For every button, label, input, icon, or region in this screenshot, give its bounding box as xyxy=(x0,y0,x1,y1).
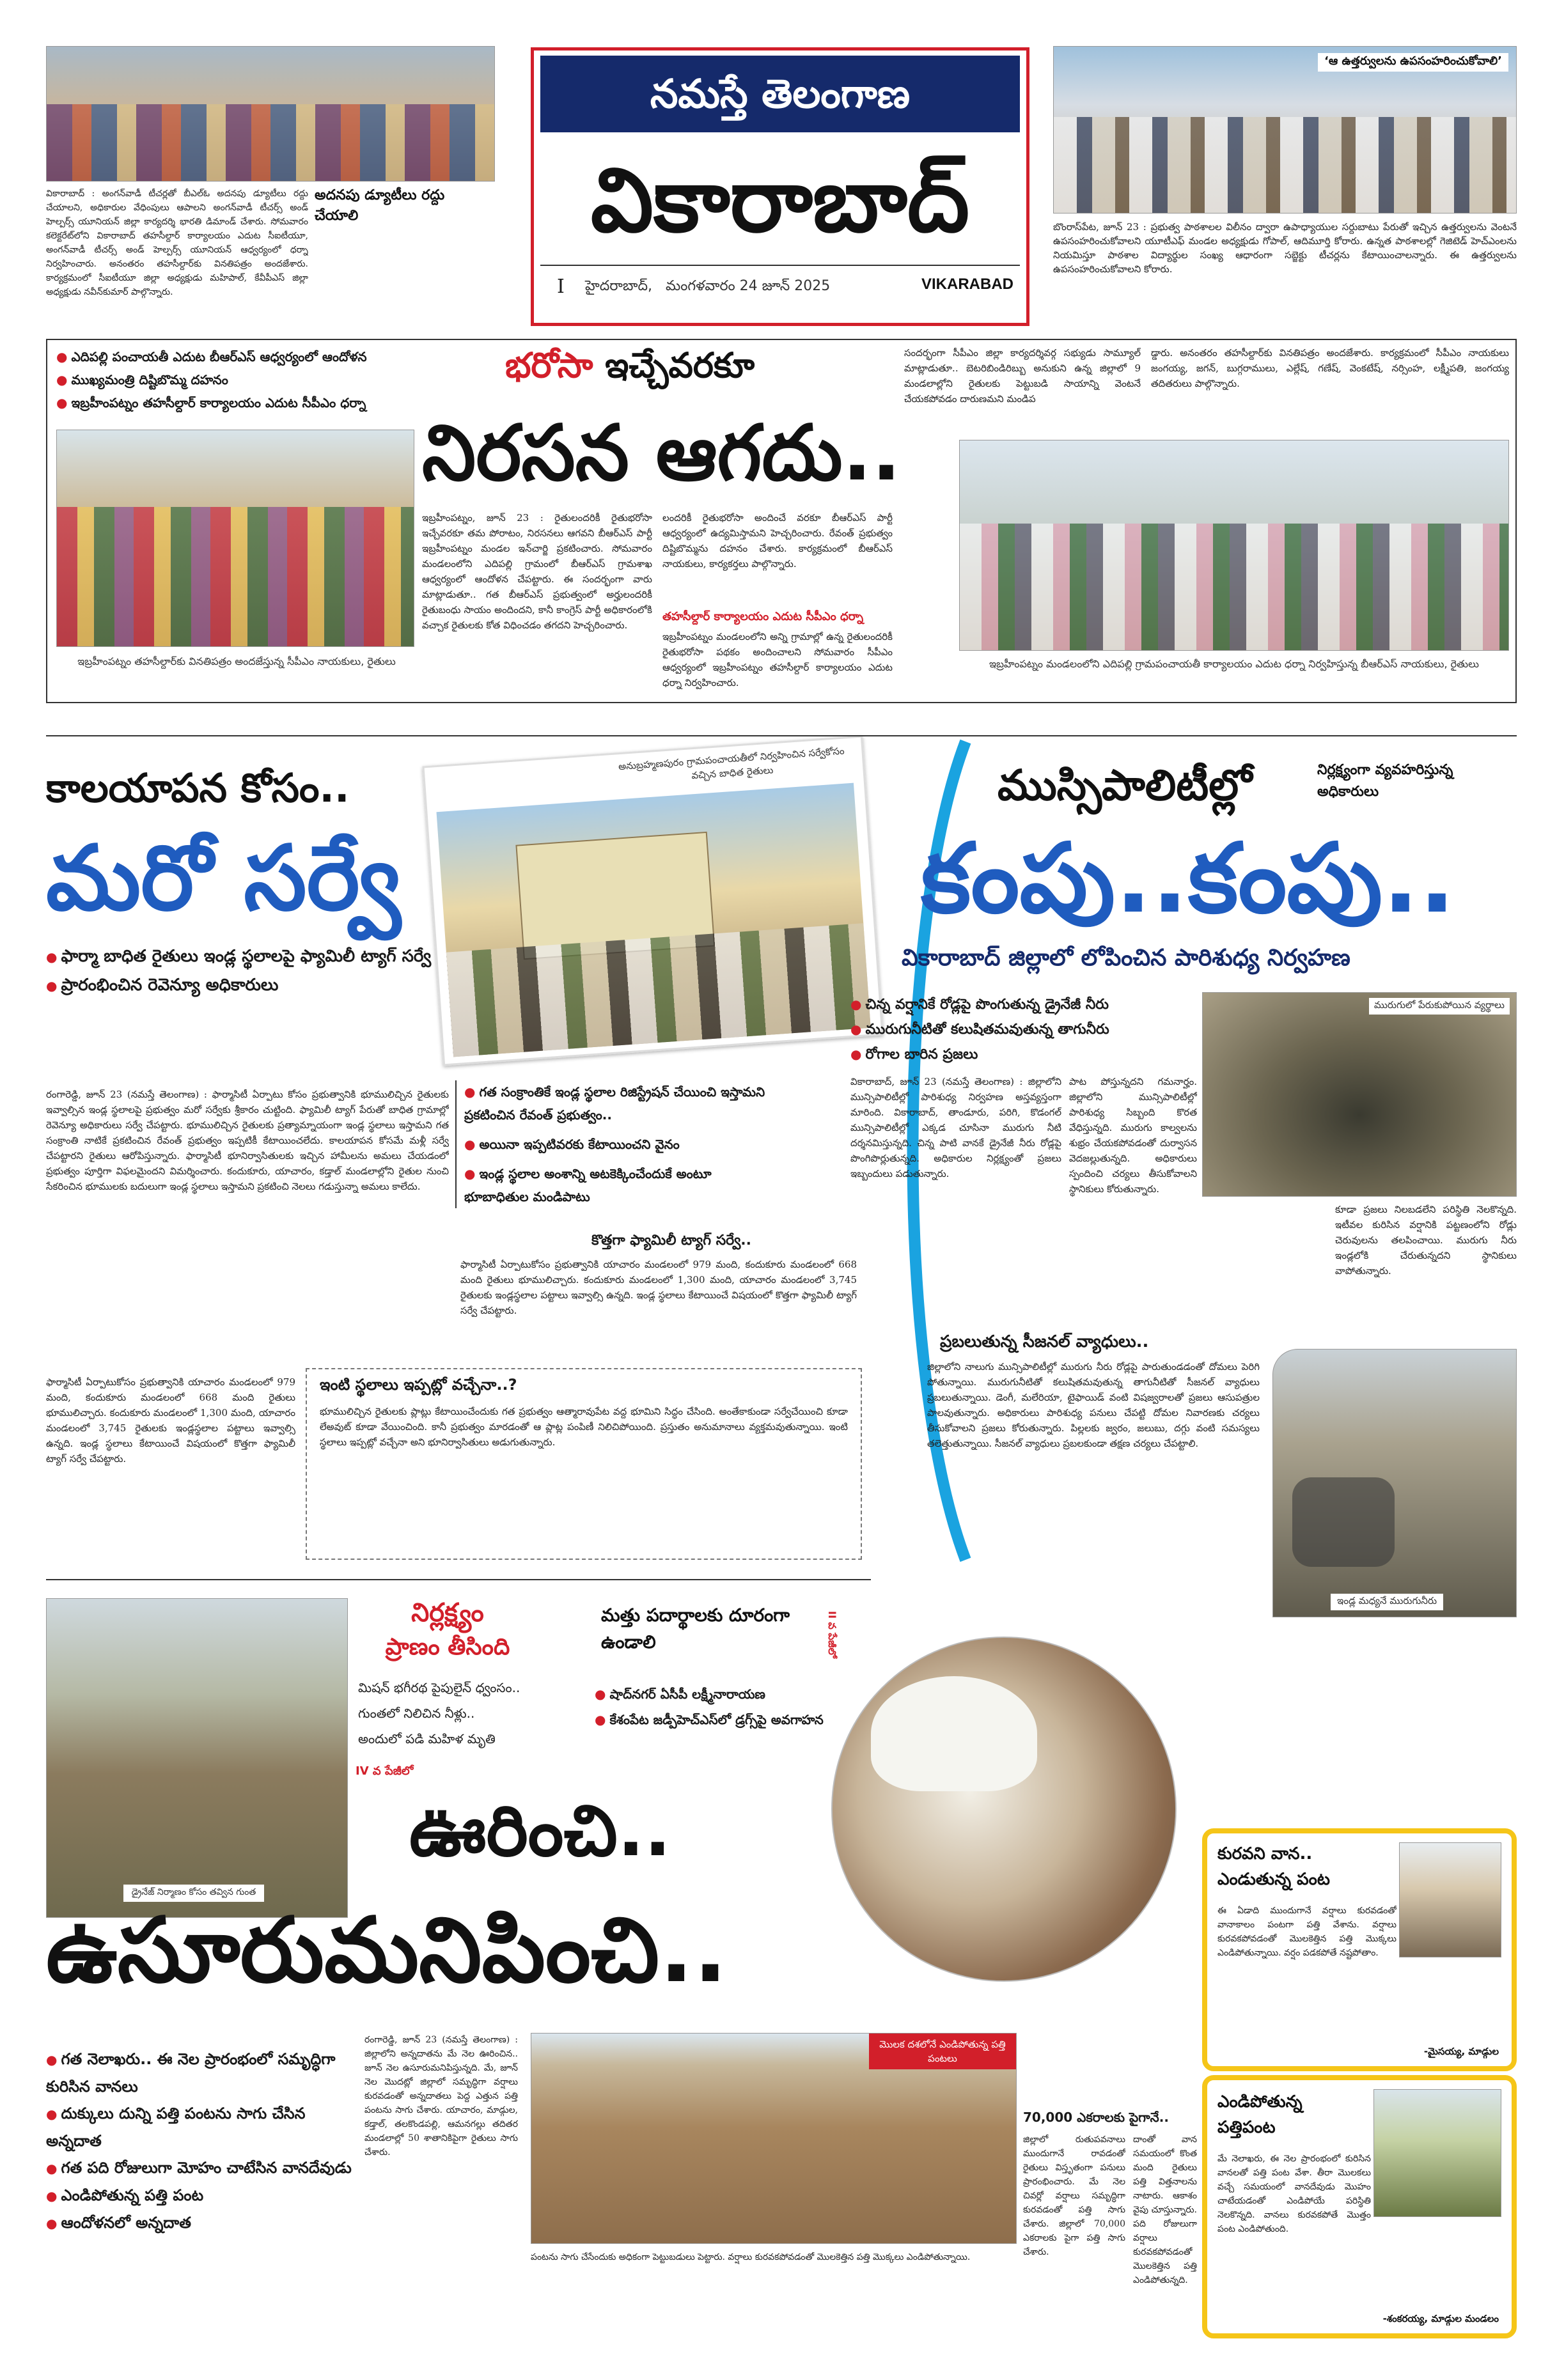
story1-bullets xyxy=(56,345,414,414)
story6-col2: పంటను సాగు చేసేందుకు అధికంగా పెట్టుబడులు పెట్టారు. వర్షాలు కురవకపోవడంతో మొలకెత్తిన పత్తి మొక్కలు ఎండిపోతున్నాయి. xyxy=(531,2252,971,2262)
issue-number: I xyxy=(557,276,565,298)
story1-headline: నిరసన ఆగదు.. xyxy=(422,409,901,498)
story4-line: మిషన్ భగీరథ పైపులైన్ ధ్వంసం.. xyxy=(358,1680,520,1695)
story6-bullet: ● ఆందోళనలో అన్నదాత xyxy=(46,2209,353,2237)
story3-bullet: ● మురుగునీటితో కలుషితమవుతున్న తాగునీరు xyxy=(850,1017,1170,1042)
story1-kicker xyxy=(505,345,755,394)
story2-subhead: కొత్తగా ఫ్యామిలీ ట్యాగ్ సర్వే.. xyxy=(591,1233,752,1248)
survey-photo xyxy=(436,783,870,1057)
story4-line: గుంతలో నిలిచిన నీళ్లు.. xyxy=(358,1706,475,1721)
dateline-date: మంగళవారం 24 జూన్ 2025 xyxy=(665,278,831,294)
story2-bullets xyxy=(46,942,449,1000)
story8-body: మే నెలాఖరు, ఈ నెల ప్రారంభంలో కురిసిన వానలతో పత్తి పంట వేశా. తీరా మొలకలు వచ్చే సమయంలో వానదేవుడు మొహం చాటేయడంతో ఎండిపోయే పరిస్థితి నెలకొన్నది. వానలు కురవకపోతే మొత్తం పంట ఎండిపోతుంది. xyxy=(1217,2154,1371,2234)
top-right-headline: ‘ఆ ఉత్తర్వులను ఉపసంహరించుకోవాలి’ xyxy=(1318,53,1508,72)
story6-bullets xyxy=(46,2046,353,2237)
story2-side-bullet: ● గత సంక్రాంతికే ఇండ్ల స్థలాల రిజిస్ట్రేషన్ చేయించి ఇస్తామని ప్రకటించిన రేవంత్ ప్రభుత్వం.. xyxy=(464,1080,771,1126)
story8-title: ఎండిపోతున్న పత్తిపంట xyxy=(1217,2092,1303,2137)
story3-bullet: ● రోగాల బారిన ప్రజలు xyxy=(850,1042,1170,1067)
story7-author: -మైసయ్య, మాడ్గుల xyxy=(1423,2046,1499,2057)
story1-col2: లందరికీ రైతుభరోసా అందించే వరకూ బీఆర్ఎస్ పార్టీ ఆధ్వర్యంలో ఉద్యమిస్తామని హెచ్చరించారు. రేవంత్ ప్రభుత్వం దిష్టిబొమ్మను దహనం చేశారు. కార్యక్రమంలో బీఆర్ఎస్ నాయకులు, కార్యకర్తలు పాల్గొన్నారు. xyxy=(662,512,893,570)
story1-bullet: ● ఇబ్రహీంపట్నం తహసీల్దార్ కార్యాలయం ఎదుట సీపీఎం ధర్నా xyxy=(56,391,414,414)
story3-deck: వికారాబాద్ జిల్లాలో లోపించిన పారిశుధ్య నిర్వహణ xyxy=(902,945,1350,971)
story1-subhead: తహసీల్దార్ కార్యాలయం ఎదుట సీపీఎం ధర్నా xyxy=(662,610,864,623)
story2-body: రంగారెడ్డి, జూన్ 23 (నమస్తే తెలంగాణ) : ఫార్మాసిటీ ఏర్పాటు కోసం ప్రభుత్వానికి భూములిచ్చిన రైతులకు ఇవ్వాల్సిన ఇండ్ల స్థలాలపై ప్రభుత్వం మరో సర్వేకు శ్రీకారం చుట్టింది. ఫ్యామిలీ ట్యాగ్ పేరుతో బాధిత గ్రామాల్లో రెవెన్యూ అధికారులు సర్వే చేపట్టారు. భూములిచ్చిన రైతులకు ప్రత్యామ్నాయంగా ఇండ్ల స్థలాలు ఇస్తామని గత సంక్రాంతి నాటికే ప్రకటించిన రేవంత్ ప్రభుత్వం ఇప్పటికీ కేటాయించలేదు. కాలయాపన కోసమే మళ్లీ సర్వే చేపట్టారని రైతులు ఆరోపిస్తున్నారు. ఫార్మాసిటీ భూనిర్వాసితులకు ఇచ్చిన హామీలను అమలు చేయడంలో ప్రభుత్వం పూర్తిగా విఫలమైందని విమర్శించారు. కందుకూరు, యాచారం, కడ్తాల్ మండలాల్లోని రైతుల నుంచి సేకరించిన భూములకు బదులుగా ఇండ్ల స్థలాలు ఇస్తామని ప్రకటించి నెలలు గడుస్తున్నా అమలు కాలేదు. xyxy=(46,1089,449,1192)
masthead-brand: నమస్తే తెలంగాణ xyxy=(540,56,1020,132)
dateline-city: హైదరాబాద్, xyxy=(585,278,652,294)
story3-bullet: ● చిన్న వర్షానికే రోడ్లపై పొంగుతున్న డ్రైనేజీ నీరు xyxy=(850,992,1170,1017)
story5-ref: II వ పేజీలో xyxy=(826,1611,838,1658)
story2-body2: ఫార్మాసిటీ ఏర్పాటుకోసం ప్రభుత్వానికి యాచారం మండలంలో 979 మంది, కందుకూరు మండలంలో 668 మంది రైతులు భూములిచ్చారు. కందుకూరు మండలంలో 1,300 మంది, యాచారం మండలంలో 3,745 రైతులకు ఇండ్లస్థలాల పట్టాలు ఇవ్వాల్సి ఉన్నది. ఇండ్ల స్థలాలు కేటాయించే విషయంలో కొత్తగా ఫ్యామిలీ ట్యాగ్ సర్వే చేపట్టారు. xyxy=(460,1259,857,1316)
story2-side-bullet: ● ఇండ్ల స్థలాల అంశాన్ని అటకెక్కించేందుకే అంటూ భూబాధితుల మండిపాటు xyxy=(464,1162,771,1208)
story2-box-body: భూములిచ్చిన రైతులకు ప్లాట్లు కేటాయించేందుకు గత ప్రభుత్వం ఆత్మారావుపేట వద్ద భూమిని సిద్ధం చేసింది. అంతేకాకుండా సర్వేచేయించి కూడా లేఅవుట్ కూడా వేయించింది. కానీ ప్రభుత్వం మారడంతో ఆ ప్లాట్ల పంపిణీ నిలిచిపోయింది. ప్రస్తుతం అనుమానాలు వ్యక్తమవుతున్నాయి. ఇంటి స్థలాలు ఇప్పట్లో వచ్చేనా అని భూనిర్వాసితులు అడుగుతున్నారు. xyxy=(320,1406,848,1448)
story8-box xyxy=(1202,2075,1517,2338)
story2-headline: మరో సర్వే xyxy=(46,827,401,931)
top-left-body: వికారాబాద్ : అంగన్‌వాడీ టీచర్లతో బీఎల్‌ఓ అదనపు డ్యూటీలు రద్దు చేయాలని, అధికారుల వేధింపులు ఆపాలని అంగన్‌వాడీ టీచర్స్ అండ్ హెల్పర్స్ యూనియన్ జిల్లా కార్యదర్శి భారతి డిమాండ్ చేశారు. సోమవారం కలెక్టరేట్‌లోని వికారాబాద్ తహసీల్దార్ కార్యాలయం ఎదుట సీఐటీయూ, అంగన్‌వాడీ టీచర్స్ అండ్ హెల్పర్స్ యూనియన్ ఆధ్వర్యంలో ధర్నా నిర్వహించారు. అనంతరం తహసీల్దార్‌కు వినతిపత్రం అందజేశారు. కార్యక్రమంలో సీఐటీయూ జిల్లా అధ్యక్షుడు మహిపాల్, కేవీపీఎస్ జిల్లా అధ్యక్షుడు నవీన్‌కుమార్ పాల్గొన్నారు. xyxy=(46,189,308,297)
story2-side-bullets xyxy=(464,1080,771,1208)
story5-item: ● కేశంపేట జడ్పీహెచ్ఎస్‌లో డ్రగ్స్‌పై అవగాహన xyxy=(595,1707,850,1732)
story6-subhead: 70,000 ఎకరాలకు పైగానే.. xyxy=(1023,2110,1169,2125)
survey-photo-frame xyxy=(422,736,883,1066)
story3-headline: కంపు..కంపు.. xyxy=(921,823,1456,935)
story3-side: నిర్లక్ష్యంగా వ్యవహరిస్తున్న అధికారులు xyxy=(1317,762,1453,800)
cpm-dharna-photo xyxy=(56,430,414,647)
brs-dharna-photo xyxy=(959,440,1509,651)
story1-col4: డ్డారు. అనంతరం తహసీల్దార్‌కు వినతిపత్రం అందజేశారు. కార్యక్రమంలో సీపీఎం నాయకులు జంగయ్య, జగన్, బుగ్గరాములు, ఎల్లేష్, గణేష్, వెంకటేష్, నర్సింహ, లక్ష్మీపతి, జంగయ్య తదితరులు పాల్గొన్నారు. xyxy=(1151,347,1509,389)
story1-kicker-red: భరోసా xyxy=(505,345,593,385)
story5-title: మత్తు పదార్థాలకు దూరంగా ఉండాలి xyxy=(601,1605,790,1653)
story3-body2: జిల్లాలోని నాలుగు మున్సిపాలిటీల్లో మురుగు నీరు రోడ్లపై పారుతుండడంతో దోమలు పెరిగి పోతున్నాయి. మురుగునీటితో కలుషితమవుతున్న తాగునీటితో సీజనల్ వ్యాధులు ప్రబలుతున్నాయి. డెంగీ, మలేరియా, టైఫాయిడ్ వంటి విషజ్వరాలతో ప్రజలు ఆసుపత్రుల పాలవుతున్నారు. అధికారులు పారిశుధ్య పనులు చేపట్టి దోమల నివారణకు చర్యలు తీసుకోవాలని ప్రజలు కోరుతున్నారు. పిల్లలకు జ్వరం, జలుబు, దగ్గు వంటి సమస్యలు తలెత్తుతున్నాయి. సీజనల్ వ్యాధులు ప్రబలకుండా తక్షణ చర్యలు చేపట్టాలి. xyxy=(927,1361,1260,1449)
story1-photo2-caption: ఇబ్రహీంపట్నం మండలంలోని ఎదిపల్లి గ్రామపంచాయతీ కార్యాలయం ఎదుట ధర్నా నిర్వహిస్తున్న బీఆర్ఎస్ నాయకులు, రైతులు xyxy=(989,658,1479,670)
masthead-dateline xyxy=(585,278,830,297)
story6-bullet: ● దుక్కులు దున్ని పత్తి పంటను సాగు చేసిన అన్నదాత xyxy=(46,2100,353,2154)
story2-kicker: కాలయాపన కోసం.. xyxy=(46,765,350,811)
utf-teachers-photo xyxy=(1053,46,1517,214)
story6-headline: ఉసూరుమనిపించి.. xyxy=(46,1899,728,2003)
story4-kicker xyxy=(345,1598,550,1666)
story3-kicker: ముస్సిపాలిటీల్లో xyxy=(998,761,1253,810)
story2-box-title: ఇంటి స్థలాలు ఇప్పట్లో వచ్చేనా..? xyxy=(320,1376,517,1394)
drainage-pit-photo xyxy=(46,1598,348,1918)
story3-col3: కూడా ప్రజలు నిలబడలేని పరిస్థితి నెలకొన్నది. ఇటీవల కురిసిన వర్షానికి పట్టణంలోని రోడ్లు చెరువులను తలపించాయి. మురుగు నీరు ఇండ్లలోకి చేరుతున్నదని స్థానికులు వాపోతున్నారు. xyxy=(1335,1204,1517,1277)
street-sewage-photo xyxy=(1272,1349,1517,1617)
story3-col1: వికారాబాద్, జూన్ 23 (నమస్తే తెలంగాణ) : జిల్లాలోని మున్సిపాలిటీల్లో పారిశుధ్య నిర్వహణ అస్తవ్యస్తంగా మారింది. వికారాబాద్, తాండూరు, పరిగి, కొడంగల్ మున్సిపాలిటీల్లో ఎక్కడ చూసినా మురుగు నీటి దర్శనమిస్తున్నది. చిన్న పాటి వానకే డ్రైనేజీ నీరు రోడ్లపై పొంగిపొర్లుతున్నది. అధికారుల నిర్లక్ష్యంతో ప్రజలు ఇబ్బందులు పడుతున్నారు. xyxy=(850,1076,1061,1179)
story4-kicker2: ప్రాణం తీసింది xyxy=(385,1634,510,1660)
story2-photo-caption: అనుబ్రహ్మణపురం గ్రామపంచాయతీలో నిర్వహించిన సర్వేకోసం వచ్చిన బాధిత రైతులు xyxy=(618,745,845,782)
story1-kicker-rest: ఇచ్చేవరకూ xyxy=(605,345,755,385)
story7-body: ఈ ఏడాది ముందుగానే వర్షాలు కురవడంతో వానాకాలం పంటగా పత్తి వేశాను. వర్షాలు కురవకపోవడంతో మొలకెత్తిన పత్తి మొక్కలు ఎండిపోతున్నాయి. వర్షం పడకపోతే నష్టపోతాం. xyxy=(1217,1906,1397,1958)
story4-lines xyxy=(358,1675,601,1752)
sewage-photo xyxy=(1202,992,1517,1197)
anganwadi-protest-photo xyxy=(46,46,495,182)
story7-box xyxy=(1202,1828,1517,2071)
dry-field-photo xyxy=(531,2033,1017,2244)
story6-bullet: ● గత నెలాఖరు.. ఈ నెల ప్రారంభంలో సమృద్ధిగా కురిసిన వానలు xyxy=(46,2046,353,2100)
story4-ref: IV వ పేజీలో xyxy=(356,1764,414,1778)
story3-subhead: ప్రబలుతున్న సీజనల్ వ్యాధులు.. xyxy=(940,1332,1149,1351)
masthead-edition-en: VIKARABAD xyxy=(921,276,1013,293)
story3-col2: పాట పోస్తున్నదని గమనార్హం. జిల్లాలోని మున్సిపాలిటీల్లో పారిశుధ్య సిబ్బంది కొరత వేధిస్తున్నది. మురుగు కాల్వలను శుభ్రం చేయకపోవడంతో దుర్వాసన వెదజల్లుతున్నది. అధికారులు స్పందించి చర్యలు తీసుకోవాలని స్థానికులు కోరుతున్నారు. xyxy=(1069,1076,1197,1195)
story1-col1: ఇబ్రహీంపట్నం, జూన్ 23 : రైతులందరికీ రైతుభరోసా ఇచ్చేవరకూ తమ పోరాటం, నిరసనలు ఆగవని బీఆర్ఎస్ పార్టీ ఇబ్రహీంపట్నం మండల ఇన్‌చార్జి ప్రకటించారు. సోమవారం మండలంలోని ఎదిపల్లి గ్రామంలో బీఆర్ఎస్ గ్రామశాఖ ఆధ్వర్యంలో ఆందోళన చేపట్టారు. ఈ సందర్భంగా వారు మాట్లాడుతూ.. గత బీఆర్ఎస్ ప్రభుత్వంలో అర్హులందరికీ రైతుబంధు సాయం అందిందని, కానీ కాంగ్రెస్ పార్టీ అధికారంలోకి వచ్చాక రైతులకు కోత విధించడం తగదని హెచ్చరించారు. xyxy=(422,512,652,631)
story3-photo2-caption: ఇండ్ల మధ్యనే మురుగునీరు xyxy=(1331,1594,1443,1610)
story6-photo-caption: మొలక దశలోనే ఎండిపోతున్న పత్తి పంటలు xyxy=(869,2034,1016,2069)
masthead xyxy=(531,47,1029,326)
story1-photo-caption: ఇబ్రహీంపట్నం తహసీల్దార్‌కు వినతిపత్రం అందజేస్తున్న సీపీఎం నాయకులు, రైతులు xyxy=(77,655,396,667)
story5-item: ● షాద్‌నగర్ ఏసీపీ లక్ష్మీనారాయణ xyxy=(595,1681,850,1707)
story1-bullet: ● ముఖ్యమంత్రి దిష్టిబొమ్మ దహనం xyxy=(56,368,414,391)
story2-bullet: ● ప్రారంభించిన రెవెన్యూ అధికారులు xyxy=(46,971,449,1000)
story1-col3: సందర్భంగా సీపీఎం జిల్లా కార్యదర్శివర్గ సభ్యుడు సామ్యూల్ మాట్లాడుతూ.. బెటరిబిండిరిబ్బు అనుకుని ఉన్న జిల్లాలో 9 మండలాల్లోని రైతులకు పెట్టుబడి సాయాన్ని వెంటనే చేయకపోవడం దారుణమని మండిప xyxy=(904,347,1141,405)
top-left-headline: అదనపు డ్యూటీలు రద్దు చేయాలి xyxy=(315,187,445,224)
story5-items xyxy=(595,1681,850,1732)
story2-bullet: ● ఫార్మా బాధిత రైతులు ఇండ్ల స్థలాలపై ఫ్యామిలీ ట్యాగ్ సర్వే xyxy=(46,942,449,971)
story4-photo-caption: డ్రైనేజ్ నిర్మాణం కోసం తవ్విన గుంత xyxy=(123,1885,264,1902)
story8-author: -శంకరయ్య, మాడ్గుల మండలం xyxy=(1382,2313,1499,2324)
farmer-shankaraiah-photo xyxy=(1373,2089,1501,2217)
story2-lower-col xyxy=(46,1374,295,1579)
story2-box xyxy=(306,1368,862,1560)
story6-col3: జిల్లాలో రుతుపవనాలు ముందుగానే రావడంతో రైతులు విస్తృతంగా పనులు ప్రారంభించారు. మే నెల చివర్లో వర్షాలు సమృద్ధిగా కురవడంతో పత్తి సాగు చేశారు. జిల్లాలో 70,000 ఎకరాలకు పైగా పత్తి సాగు చేశారు. xyxy=(1023,2135,1125,2257)
farmer-mysayya-photo xyxy=(1399,1842,1501,1957)
story6-bullet: ● ఎండిపోతున్న పత్తి పంట xyxy=(46,2182,353,2209)
story6-bullet: ● గత పది రోజులుగా మోహం చాటేసిన వానదేవుడు xyxy=(46,2154,353,2182)
story3-bullets xyxy=(850,992,1170,1067)
story2-lower-text: ఫార్మాసిటీ ఏర్పాటుకోసం ప్రభుత్వానికి యాచారం మండలంలో 979 మంది, కందుకూరు మండలంలో 668 మంది రైతులు భూములిచ్చారు. కందుకూరు మండలంలో 1,300 మంది, యాచారం మండలంలో 3,745 రైతులకు ఇండ్లస్థలాల పట్టాలు ఇవ్వాల్సి ఉన్నది. ఇండ్ల స్థలాలు కేటాయించే విషయంలో కొత్తగా ఫ్యామిలీ ట్యాగ్ సర్వే చేపట్టారు. xyxy=(46,1376,295,1465)
story4-line: అందులో పడి మహిళ మృతి xyxy=(358,1731,496,1746)
story6-kicker: ఊరించి.. xyxy=(409,1790,671,1872)
story6-col1: రంగారెడ్డి, జూన్ 23 (నమస్తే తెలంగాణ) : జిల్లాలోని అన్నదాతను మే నెల ఊరించిన.. జూన్ నెల ఉసూరుమనిపిస్తున్నది. మే, జూన్ నెల మొదట్లో జిల్లాలో సమృద్ధిగా వర్షాలు కురవడంతో అన్నదాతలు పెద్ద ఎత్తున పత్తి పంటను సాగు చేశారు. యాచారం, మాడ్గుల, కడ్తాల్, తలకొండపల్లి, ఆమనగల్లు తదితర మండలాల్లో 50 శాతానికిపైగా రైతులు సాగు చేశారు. xyxy=(364,2035,518,2158)
story4-kicker1: నిర్లక్ష్యం xyxy=(411,1598,484,1628)
top-right-body: బొంరాస్‌పేట, జూన్ 23 : ప్రభుత్వ పాఠశాలల విలీనం ద్వారా ఉపాధ్యాయుల సర్దుబాటు పేరుతో ఇచ్చిన ఉత్తర్వులను వెంటనే ఉపసంహరించుకోవాలని యూటీఎఫ్ మండల అధ్యక్షుడు గోపాల్, ఆదిమూర్తి కోరారు. ఉన్నత పాఠశాలల్లో గెజిటెడ్ హెచ్ఎంలను నియమిస్తూ పాఠశాల విద్యార్థుల సంఖ్య ఆధారంగా సబ్జెక్టు టీచర్లను కేటాయించాలన్నారు. ఈ ఉత్తర్వులను ఉపసంహరించుకోవాలని కోరారు. xyxy=(1053,221,1517,275)
story6-col4: దాంతో వాన సమయంలో కొంత మంది రైతులు పత్తి విత్తనాలను నాటారు. ఆకాశం వైపు చూస్తున్నారు. పది రోజులుగా వర్షాలు కురవకపోవడంతో మొలకెత్తిన పత్తి ఎండిపోతున్నది. xyxy=(1133,2135,1197,2285)
story2-side-bullet: ● అయినా ఇప్పటివరకు కేటాయించని వైనం xyxy=(464,1133,771,1156)
story3-photo-caption: మురుగులో పేరుకుపోయిన వ్యర్థాలు xyxy=(1369,998,1510,1015)
farmer-portrait xyxy=(831,1637,1177,1982)
story1-col2b: ఇబ్రహీంపట్నం మండలంలోని అన్ని గ్రామాల్లో ఉన్న రైతులందరికీ రైతుభరోసా పథకం అందించాలని సోమవారం సీపీఎం ఆధ్వర్యంలో ఇబ్రహీంపట్నం తహసీల్దార్ కార్యాలయం ఎదుట ధర్నా నిర్వహించారు. xyxy=(662,631,893,688)
story7-title: కురవని వాన.. ఎండుతున్న పంట xyxy=(1217,1844,1330,1889)
story1-bullet: ● ఎదిపల్లి పంచాయతీ ఎదుట బీఆర్ఎస్ ఆధ్వర్యంలో ఆందోళన xyxy=(56,345,414,368)
masthead-edition: వికారాబాద్ xyxy=(590,149,970,252)
